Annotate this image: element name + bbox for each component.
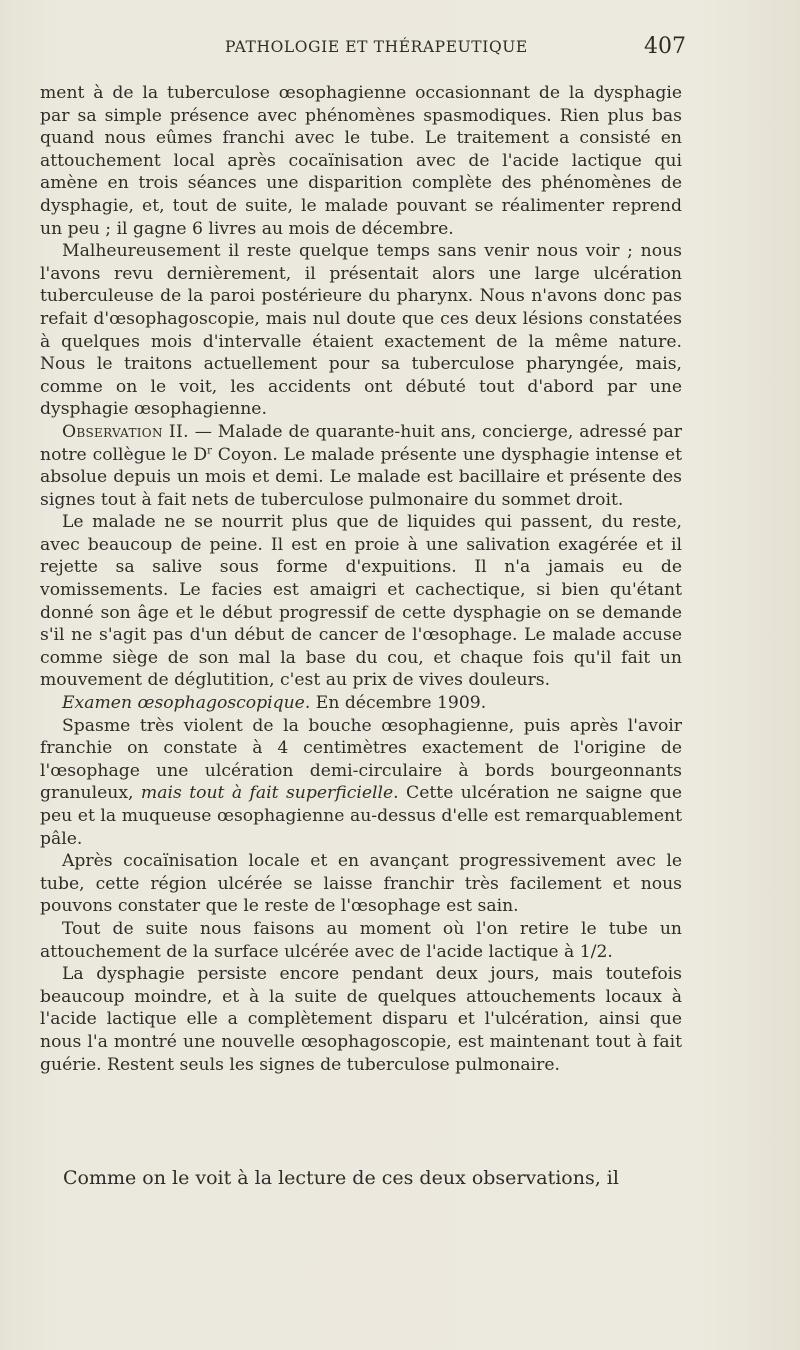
exam-date: En décembre 1909. [310,693,487,714]
observation-text: — Malade de quarante-huit ans, concierge, adressé par notre collègue le D [40,421,682,465]
paragraph-exam-heading [40,692,682,715]
superscript: r [207,444,212,456]
exam-label: Examen œsophagoscopique. [62,693,311,714]
paragraph-continuation: ment à de la tuberculose œsophagienne occasionnant de la dysphagie par sa simple présence avec phénomènes spasmodiques. Rien plus bas quand nous eûmes franchi avec le tube. Le traitement a consisté en attouchement local après cocaïnisation avec de l'acide lactique qui amène en trois séances une disparition complète des phénomènes de dysphagie, et, tout de suite, le malade pouvant se réalimenter reprend un peu ; il gagne 6 livres au mois de décembre. [40,83,682,239]
observation-text-end: Coyon. Le malade présente une dysphagie intense et absolue depuis un mois et demi. Le malade est bacillaire et présente des signes tout à fait nets de tuberculose pulmonaire du sommet droit. [40,444,682,510]
paragraph: Malheureusement il reste quelque temps sans venir nous voir ; nous l'avons revu dernièrement, il présentait alors une large ulcération tuberculeuse de la paroi postérieure du pharynx. Nous n'avons donc pas refait d'œsophagoscopie, mais nul doute que ces deux lésions constatées à quelques mois d'intervalle étaient exactement de la même nature. Nous le traitons actuellement pour sa tuberculose pharyngée, mais, comme on le voit, les accidents ont débuté tout d'abord par une dysphagie œsophagienne. [40,241,682,420]
paragraph: Le malade ne se nourrit plus que de liquides qui passent, du reste, avec beaucoup de peine. Il est en proie à une salivation exagérée et il rejette sa salive sous forme d'expuitions. Il n'a jamais eu de vomissements. Le facies est amaigri et cachectique, si bien qu'étant donné son âge et le début progressif de cette dysphagie on se demande s'il ne s'agit pas d'un début de cancer de l'œsophage. Le malade accuse comme siège de son mal la base du cou, et chaque fois qu'il fait un mouvement de déglutition, c'est au prix de vives douleurs. [40,512,682,691]
page-header [0,34,800,64]
italic-emphasis: mais tout à fait superficielle [140,783,394,804]
page-number: 407 [644,34,686,59]
paragraph-start: Spasme très violent de la bouche œsophagienne, puis après l'avoir franchie on constate à 4 centimètres exactement de l'origine de l'œsophage une ulcération demi-circulaire à bords bourgeonnants granuleux, [40,715,682,804]
paragraph-observation-heading [40,421,682,511]
running-title: PATHOLOGIE ET THÉRAPEUTIQUE [225,38,528,56]
observation-label: Observation II. [62,421,189,442]
body-text [40,82,682,1076]
paragraph: Après cocaïnisation locale et en avançant progressivement avec le tube, cette région ulcérée se laisse franchir très facilement et nous pouvons constater que le reste de l'œsophage est sain. [40,851,682,917]
closing-line: Comme on le voit à la lecture de ces deux observations, il [63,1167,619,1189]
paragraph-end: . Cette ulcération ne saigne que peu et la muqueuse œsophagienne au-dessus d'elle est remarquablement pâle. [40,783,682,849]
paragraph [40,715,682,851]
paragraph: La dysphagie persiste encore pendant deux jours, mais toutefois beaucoup moindre, et à la suite de quelques attouchements locaux à l'acide lactique elle a complètement disparu et l'ulcération, ainsi que nous l'a montré une nouvelle œsophagoscopie, est maintenant tout à fait guérie. Restent seuls les signes de tuberculose pulmonaire. [40,964,682,1075]
paragraph: Tout de suite nous faisons au moment où l'on retire le tube un attouchement de la surface ulcérée avec de l'acide lactique à 1/2. [40,918,682,962]
